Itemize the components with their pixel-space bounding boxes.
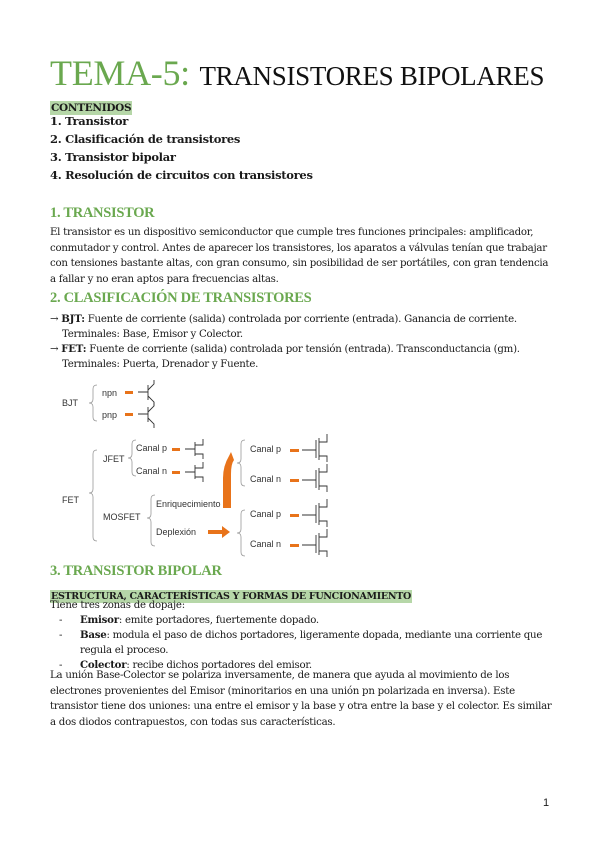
table-of-contents [50,112,313,184]
list-item: - Emisor: emite portadores, fuertemente dopado. [59,613,555,628]
doping-zones: Tiene tres zonas de dopaje: - Emisor: emite portadores, fuertemente dopado. - Base: modula el paso de dichos portadores, ligeramente dopada, mediante una corriente que regula el proceso. - Colector: recibe dichos portadores del emisor. [50,598,555,673]
label-fet: FET [62,495,79,505]
page-title: TEMA-5: TRANSISTORES BIPOLARES [50,53,545,93]
section-1-heading: 1. TRANSISTOR [50,205,155,221]
section-2-heading: 2. CLASIFICACIÓN DE TRANSISTORES [50,290,312,306]
list-item: - Colector: recibe dichos portadores del emisor. [59,658,555,673]
label-mos-canal-n1: Canal n [250,474,282,484]
label-jfet-canal-p: Canal p [136,443,168,453]
label-mos-canal-p2: Canal p [250,509,282,519]
classification-list: → BJT: Fuente de corriente (salida) controlada por corriente (entrada). Ganancia de corriente. Terminales: Base, Emisor y Colector. → FET: Fuente de corriente (salida) controlada por tensión (entrada). Transconductancia (gm). Terminales: Puerta, Drenador y Fuente. [50,312,555,372]
transistor-classification-diagram [40,370,380,560]
label-jfet-canal-n: Canal n [136,466,168,476]
toc-item: 1. Transistor [50,114,129,128]
contents-heading: CONTENIDOS [51,102,132,114]
label-jfet: JFET [103,454,125,464]
bullet-bjt: → BJT: Fuente de corriente (salida) controlada por corriente (entrada). Ganancia de corriente. [50,313,517,325]
section-3-text: La unión Base-Colector se polariza inversamente, de manera que ayuda al movimiento de los electrones provenientes del Emisor (minoritarios en una unión pn polarizada en inversa). Este transistor tiene dos uniones: una entre el emisor y la base y otra entre la base y el colector. Es similar a dos diodos contrapuestos, con todas sus características. [50,670,552,728]
list-item: - Base: modula el paso de dichos portadores, ligeramente dopada, mediante una corriente que regula el proceso. [59,628,555,658]
toc-item: 4. Resolución de circuitos con transistores [50,168,313,182]
label-bjt: BJT [62,398,79,408]
label-mos-canal-n2: Canal n [250,539,282,549]
label-pnp: pnp [102,410,118,420]
subheading: ESTRUCTURA, CARACTERÍSTICAS Y FORMAS DE FUNCIONAMIENTO [51,591,411,602]
section-1-text: El transistor es un dispositivo semiconductor que cumple tres funciones principales: amplificador, conmutador y control. Antes de aparecer los transistores, los aparatos a válvulas tenían que trabajar con tensiones bastante altas, con gran consumo, sin posibilidad de ser portátiles, con gran tendencia a fallar y no eran aptos para frecuencias altas. [50,227,549,285]
section-3-heading: 3. TRANSISTOR BIPOLAR [50,563,222,579]
label-mosfet: MOSFET [103,512,141,522]
toc-item: 3. Transistor bipolar [50,150,176,164]
page-number: 1 [543,797,550,809]
bullet-fet: → FET: Fuente de corriente (salida) controlada por tensión (entrada). Transconductancia (gm). [50,343,520,355]
label-npn: npn [102,388,118,398]
label-enriquecimiento: Enriquecimiento [156,499,221,509]
label-mos-canal-p1: Canal p [250,444,282,454]
toc-item: 2. Clasificación de transistores [50,132,241,146]
label-deplexion: Deplexión [156,527,197,537]
